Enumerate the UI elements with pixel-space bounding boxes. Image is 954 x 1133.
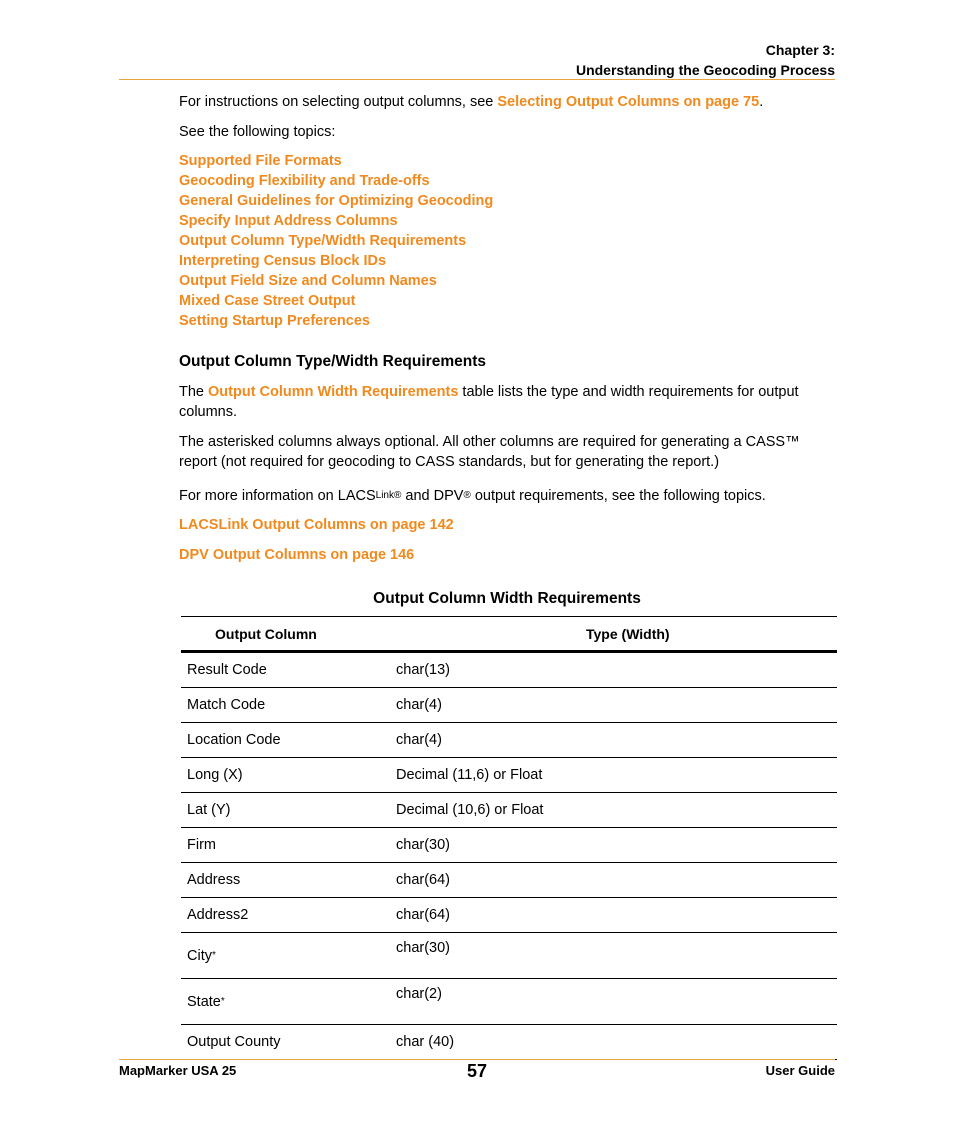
column-header-output-column: Output Column xyxy=(181,617,396,652)
table-row xyxy=(181,758,837,793)
selecting-output-columns-link[interactable]: Selecting Output Columns on page 75 xyxy=(497,94,760,110)
section-paragraph-2: The asterisked columns always optional. All other columns are required for generating a CASS™ report (not required for geocoding to CASS standards, but for generating the report.) xyxy=(179,434,800,470)
lacslink-output-columns-link[interactable]: LACSLink Output Columns on page 142 xyxy=(179,517,454,533)
chapter-title: Understanding the Geocoding Process xyxy=(575,62,835,78)
topic-link[interactable]: Setting Startup Preferences xyxy=(179,313,370,329)
table-row xyxy=(181,863,837,898)
footer-rule xyxy=(119,1059,835,1060)
column-name-cell: Output County xyxy=(181,1025,396,1060)
section-paragraph-1: The Output Column Width Requirements table lists the type and width requirements for output columns. xyxy=(179,384,799,420)
table-row xyxy=(181,723,837,758)
footer-guide: User Guide xyxy=(765,1063,835,1078)
chapter-label: Chapter 3: xyxy=(765,42,835,58)
column-name-cell: Address2 xyxy=(181,898,396,933)
asterisk-mark: * xyxy=(211,949,216,961)
dpv-output-columns-link[interactable]: DPV Output Columns on page 146 xyxy=(179,547,415,563)
topic-link[interactable]: Specify Input Address Columns xyxy=(179,213,398,229)
topic-link[interactable]: General Guidelines for Optimizing Geocoding xyxy=(179,193,494,209)
topic-list xyxy=(179,151,835,331)
table-row xyxy=(181,979,837,1025)
type-width-cell: Decimal (11,6) or Float xyxy=(396,758,837,793)
table-row xyxy=(181,652,837,688)
topic-link[interactable]: Mixed Case Street Output xyxy=(179,293,356,309)
topic-link[interactable]: Geocoding Flexibility and Trade-offs xyxy=(179,173,430,189)
column-name-cell: Result Code xyxy=(181,652,396,688)
page-header xyxy=(576,40,835,80)
section-heading: Output Column Type/Width Requirements xyxy=(179,353,486,370)
topic-link[interactable]: Output Column Type/Width Requirements xyxy=(179,233,467,249)
topic-link[interactable]: Output Field Size and Column Names xyxy=(179,273,437,289)
output-column-table xyxy=(181,616,837,1060)
column-name-cell: City* xyxy=(181,933,396,979)
column-name-cell: Firm xyxy=(181,828,396,863)
table-row xyxy=(181,1025,837,1060)
type-width-cell: char(4) xyxy=(396,723,837,758)
table-row xyxy=(181,933,837,979)
table-row xyxy=(181,898,837,933)
page-number: 57 xyxy=(466,1061,488,1081)
type-width-cell: Decimal (10,6) or Float xyxy=(396,793,837,828)
type-width-cell: char(30) xyxy=(396,933,837,979)
type-width-cell: char(64) xyxy=(396,863,837,898)
footer-product: MapMarker USA 25 xyxy=(119,1063,237,1078)
table-title: Output Column Width Requirements xyxy=(373,590,641,607)
intro-paragraph: For instructions on selecting output columns, see Selecting Output Columns on page 75. xyxy=(179,94,764,110)
section-paragraph-3: For more information on $LACS^{Link®}$ and DPV® output requirements, see the following topics. xyxy=(179,488,766,504)
column-name-cell: Lat (Y) xyxy=(181,793,396,828)
type-width-cell: char(4) xyxy=(396,688,837,723)
topic-link[interactable]: Supported File Formats xyxy=(179,153,342,169)
header-rule xyxy=(119,79,835,80)
table-header-row xyxy=(181,617,837,652)
column-header-type-width: Type (Width) xyxy=(396,617,837,652)
column-name-cell: Match Code xyxy=(181,688,396,723)
column-name-cell: Long (X) xyxy=(181,758,396,793)
output-column-width-requirements-link[interactable]: Output Column Width Requirements xyxy=(208,384,459,400)
table-row xyxy=(181,688,837,723)
table-row xyxy=(181,828,837,863)
type-width-cell: char(30) xyxy=(396,828,837,863)
type-width-cell: char(13) xyxy=(396,652,837,688)
page-body xyxy=(179,92,835,1060)
column-name-cell: State* xyxy=(181,979,396,1025)
asterisk-mark: * xyxy=(220,995,225,1007)
column-name-cell: Location Code xyxy=(181,723,396,758)
topic-link[interactable]: Interpreting Census Block IDs xyxy=(179,253,387,269)
type-width-cell: char(2) xyxy=(396,979,837,1025)
table-row xyxy=(181,793,837,828)
type-width-cell: char(64) xyxy=(396,898,837,933)
column-name-cell: Address xyxy=(181,863,396,898)
type-width-cell: char (40) xyxy=(396,1025,837,1060)
see-topics-text: See the following topics: xyxy=(179,124,336,140)
